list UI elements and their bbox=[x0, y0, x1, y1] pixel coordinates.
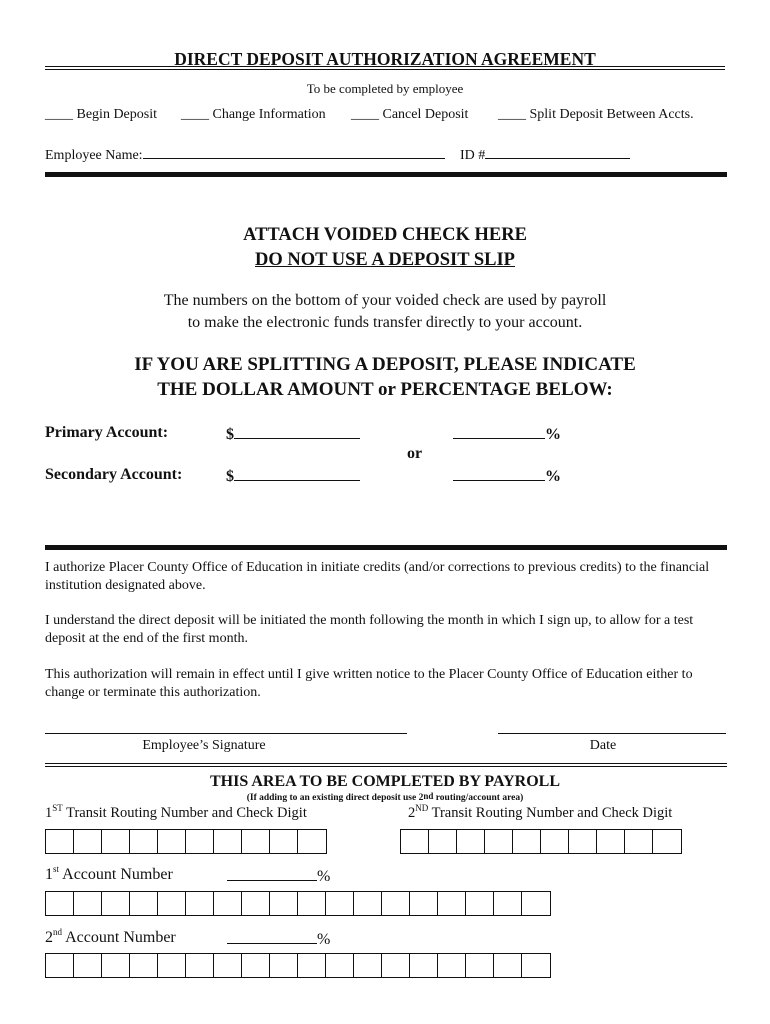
employee-name-row bbox=[45, 145, 445, 164]
routing-1-label: 1ST Transit Routing Number and Check Digit bbox=[45, 803, 307, 821]
form-title: DIRECT DEPOSIT AUTHORIZATION AGREEMENT bbox=[174, 49, 596, 69]
option-label: Begin Deposit bbox=[76, 107, 157, 122]
option-split-deposit[interactable] bbox=[498, 107, 694, 123]
employee-id-field[interactable] bbox=[485, 145, 630, 159]
account-2-boxes[interactable] bbox=[45, 953, 551, 978]
authorization-paragraph-3: This authorization will remain in effect until I give written notice to the Placer County Office of Education either to change or terminate this authorization. bbox=[45, 667, 693, 700]
date-label: Date bbox=[589, 738, 617, 753]
percent-sign: % bbox=[545, 426, 561, 443]
primary-amount-field[interactable] bbox=[226, 424, 360, 444]
check-info-line-2: to make the electronic funds transfer directly to your account. bbox=[187, 314, 583, 331]
account-1-label: 1st Account Number bbox=[45, 864, 173, 883]
option-begin-deposit[interactable] bbox=[45, 107, 157, 123]
account-2-percent-field[interactable] bbox=[227, 929, 330, 949]
option-blank: ____ bbox=[45, 107, 73, 122]
payroll-heading: THIS AREA TO BE COMPLETED BY PAYROLL bbox=[209, 773, 560, 790]
title-double-rule bbox=[45, 66, 725, 70]
account-2-label: 2nd Account Number bbox=[45, 927, 176, 946]
or-text: or bbox=[407, 445, 423, 462]
dollar-sign: $ bbox=[226, 426, 234, 443]
routing-1-boxes[interactable] bbox=[45, 829, 327, 854]
payroll-double-rule bbox=[45, 763, 727, 767]
thick-divider-2 bbox=[45, 545, 727, 550]
secondary-percent-field[interactable] bbox=[453, 466, 561, 486]
account-1-percent-field[interactable] bbox=[227, 866, 330, 886]
primary-account-label: Primary Account: bbox=[45, 424, 169, 441]
routing-2-boxes[interactable] bbox=[400, 829, 682, 854]
secondary-account-label: Secondary Account: bbox=[45, 466, 183, 483]
option-blank: ____ bbox=[498, 107, 526, 122]
option-cancel-deposit[interactable] bbox=[351, 107, 468, 123]
employee-id-row bbox=[460, 145, 630, 164]
option-blank: ____ bbox=[181, 107, 209, 122]
option-label: Cancel Deposit bbox=[382, 107, 469, 122]
thick-divider bbox=[45, 172, 727, 177]
payroll-note: (If adding to an existing direct deposit use 2nd routing/account area) bbox=[246, 791, 524, 803]
authorization-paragraph-1: I authorize Placer County Office of Education in initiate credits (and/or corrections to previous credits) to the financial institution designated above. bbox=[45, 560, 710, 593]
option-label: Change Information bbox=[212, 107, 326, 122]
signature-line[interactable] bbox=[45, 733, 407, 734]
no-deposit-slip-heading: DO NOT USE A DEPOSIT SLIP bbox=[255, 250, 515, 270]
option-change-information[interactable] bbox=[181, 107, 326, 123]
form-subtitle: To be completed by employee bbox=[306, 81, 464, 96]
routing-2-label: 2ND Transit Routing Number and Check Digit bbox=[408, 803, 673, 821]
employee-name-field[interactable] bbox=[143, 145, 445, 159]
date-line[interactable] bbox=[498, 733, 726, 734]
secondary-amount-field[interactable] bbox=[226, 466, 360, 486]
authorization-paragraph-2: I understand the direct deposit will be initiated the month following the month in which I sign up, to allow for a test deposit at the end of the first month. bbox=[45, 613, 694, 646]
option-label: Split Deposit Between Accts. bbox=[529, 107, 694, 122]
split-heading-1: IF YOU ARE SPLITTING A DEPOSIT, PLEASE INDICATE bbox=[134, 354, 636, 375]
account-1-boxes[interactable] bbox=[45, 891, 551, 916]
primary-percent-field[interactable] bbox=[453, 424, 561, 444]
split-heading-2: THE DOLLAR AMOUNT or PERCENTAGE BELOW: bbox=[157, 379, 613, 400]
employee-name-label: Employee Name: bbox=[45, 148, 143, 163]
percent-sign: % bbox=[317, 868, 331, 885]
signature-label: Employee’s Signature bbox=[142, 738, 266, 753]
percent-sign: % bbox=[545, 468, 561, 485]
employee-id-label: ID # bbox=[460, 148, 486, 163]
option-blank: ____ bbox=[351, 107, 379, 122]
check-info-line-1: The numbers on the bottom of your voided check are used by payroll bbox=[163, 292, 607, 309]
dollar-sign: $ bbox=[226, 468, 234, 485]
attach-heading: ATTACH VOIDED CHECK HERE bbox=[243, 225, 527, 245]
percent-sign: % bbox=[317, 931, 331, 948]
